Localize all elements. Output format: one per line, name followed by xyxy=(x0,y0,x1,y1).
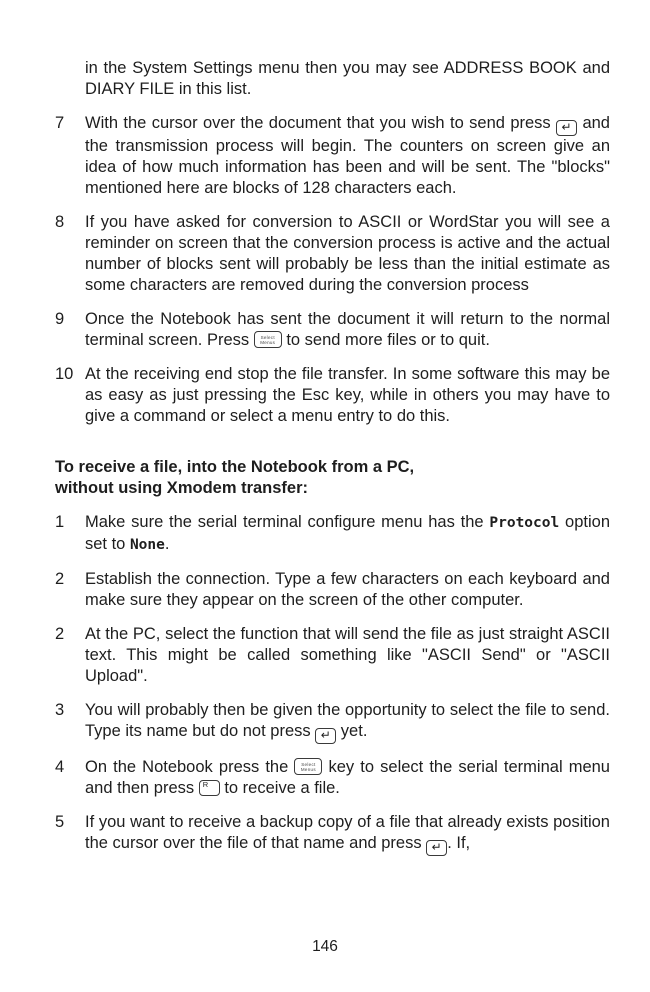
list-item xyxy=(55,700,610,744)
item-number: 2 xyxy=(55,625,65,643)
section-heading-line1: To receive a file, into the Notebook from a PC, xyxy=(55,458,415,476)
section-heading xyxy=(55,457,610,499)
list-item xyxy=(55,309,610,351)
item-text xyxy=(85,212,610,296)
text-segment: yet. xyxy=(336,722,368,740)
page-number: 146 xyxy=(312,938,338,955)
list-item xyxy=(55,624,610,687)
list-item xyxy=(55,757,610,799)
text-segment: At the PC, select the function that will send the file as just straight ASCII text. This might be called something like "ASCII Send" or "ASCII Upload". xyxy=(85,625,610,685)
text-segment: . If, xyxy=(447,834,471,852)
item-number: 9 xyxy=(55,310,65,328)
list-item xyxy=(55,113,610,199)
text-segment: key to select the serial terminal menu and then press xyxy=(85,758,610,797)
manual-page xyxy=(55,58,610,856)
list-item xyxy=(55,812,610,856)
item-number: 1 xyxy=(55,513,65,531)
item-number: 2 xyxy=(55,570,65,588)
list-item xyxy=(55,364,610,427)
r-key-icon: R xyxy=(199,780,220,796)
item-text xyxy=(85,364,610,427)
item-number: 10 xyxy=(55,365,74,383)
menu-key-icon: Select Menus xyxy=(294,758,322,775)
item-text xyxy=(85,512,610,556)
item-number: 8 xyxy=(55,213,65,231)
text-segment: and the transmission process will begin. The counters on screen give an idea of how much information has been and will be sent. The "blocks" mentioned here are blocks of 128 characters each. xyxy=(85,114,610,197)
text-segment: At the receiving end stop the file transfer. In some software this may be as easy as just pressing the Esc key, while in others you may have to give a command or select a menu entry to do this. xyxy=(85,365,610,425)
enter-key-icon: ↵ xyxy=(556,120,577,136)
item-number: 7 xyxy=(55,114,65,132)
list-item xyxy=(55,512,610,556)
enter-key-icon: ↵ xyxy=(315,728,336,744)
text-segment: Establish the connection. Type a few characters on each keyboard and make sure they appear on the screen of the other computer. xyxy=(85,570,610,609)
section-heading-line2: without using Xmodem transfer: xyxy=(55,479,309,497)
item-text xyxy=(85,700,610,744)
text-segment: Make sure the serial terminal configure menu has the xyxy=(85,513,490,531)
text-segment: . xyxy=(164,535,170,553)
list-item xyxy=(55,569,610,611)
item-number: 5 xyxy=(55,813,65,831)
item-text xyxy=(85,113,610,199)
text-segment: to send more files or to quit. xyxy=(281,331,490,349)
text-segment: option set to xyxy=(85,513,610,553)
item-text xyxy=(85,569,610,611)
enter-key-icon: ↵ xyxy=(426,840,447,856)
numbered-list-send xyxy=(55,113,610,427)
item-text xyxy=(85,624,610,687)
list-item xyxy=(55,212,610,296)
item-number: 3 xyxy=(55,701,65,719)
item-text xyxy=(85,309,610,351)
text-segment: If you want to receive a backup copy of a file that already exists position the cursor over the file of that name and press xyxy=(85,813,610,852)
item-text xyxy=(85,757,610,799)
item-text xyxy=(85,812,610,856)
text-segment: On the Notebook press the xyxy=(85,758,295,776)
inline-code: None xyxy=(129,537,165,553)
text-segment: If you have asked for conversion to ASCII or WordStar you will see a reminder on screen that the conversion process is active and the actual number of blocks sent will probably be less than the initial estimate as some characters are removed during the conversion process xyxy=(85,213,610,294)
text-segment: to receive a file. xyxy=(219,779,340,797)
menu-key-icon: Select Menus xyxy=(254,331,282,348)
intro-paragraph: in the System Settings menu then you may see ADDRESS BOOK and DIARY FILE in this list. xyxy=(85,59,610,98)
text-segment: You will probably then be given the opportunity to select the file to send. Type its name but do not press xyxy=(85,701,610,740)
item-number: 4 xyxy=(55,758,65,776)
numbered-list-receive xyxy=(55,512,610,856)
inline-code: Protocol xyxy=(489,515,560,531)
text-segment: With the cursor over the document that you wish to send press xyxy=(85,114,557,132)
text-segment: Once the Notebook has sent the document it will return to the normal terminal screen. Press xyxy=(85,310,610,349)
